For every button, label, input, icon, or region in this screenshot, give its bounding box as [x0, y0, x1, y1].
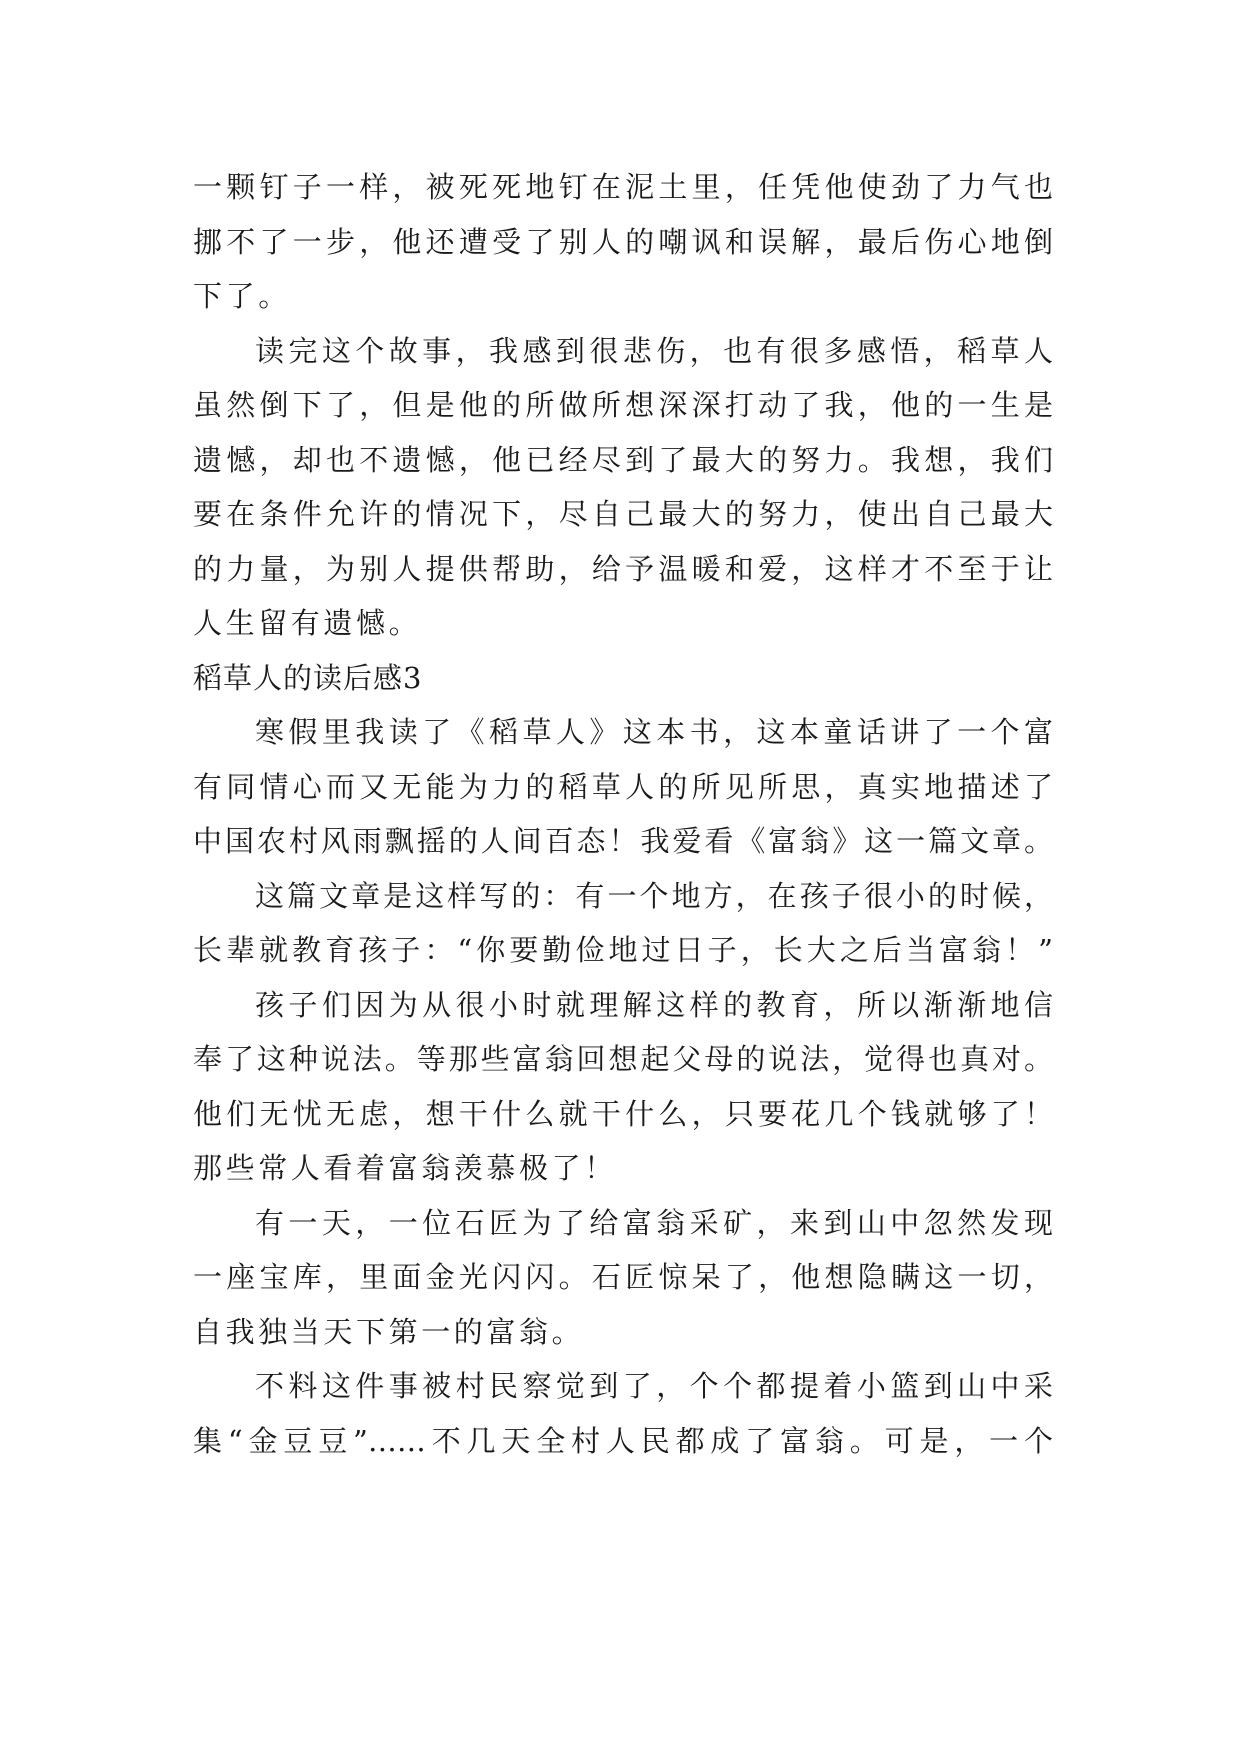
section-paragraph-3: [193, 978, 1053, 1196]
paragraph-line: 这篇文章是这样写的：有一个地方，在孩子很小的时候，: [255, 878, 1053, 913]
paragraph-line: 的力量，为别人提供帮助，给予温暖和爱，这样才不至于让: [193, 551, 1053, 586]
section-paragraph-1: [193, 705, 1053, 869]
paragraph-line: 虽然倒下了，但是他的所做所想深深打动了我，他的一生是: [193, 388, 1053, 422]
paragraph-line: 有同情心而又无能为力的稻草人的所见所思，真实地描述了: [193, 769, 1053, 804]
paragraph-line: 读完这个故事，我感到很悲伤，也有很多感悟，稻草人: [255, 333, 1053, 368]
section-heading: 稻草人的读后感3: [193, 660, 423, 695]
paragraph-line: 不料这件事被村民察觉到了，个个都提着小篮到山中采: [255, 1369, 1053, 1403]
paragraph-line: 挪不了一步，他还遭受了别人的嘲讽和误解，最后伤心地倒: [193, 224, 1053, 259]
paragraph-line: 人生留有遗憾。: [193, 606, 422, 640]
section-paragraph-2: [193, 869, 1053, 978]
paragraph-line: 一颗钉子一样，被死死地钉在泥土里，任凭他使劲了力气也: [193, 170, 1053, 204]
paragraph-line: 自我独当天下第一的富翁。: [193, 1314, 585, 1349]
section-paragraph-4: [193, 1196, 1053, 1360]
paragraph-line: 下了。: [193, 279, 291, 313]
paragraph-1: [193, 160, 1053, 324]
paragraph-line: 那些常人看着富翁羡慕极了！: [193, 1151, 617, 1185]
paragraph-line: 要在条件允许的情况下，尽自己最大的努力，使出自己最大: [193, 497, 1053, 531]
paragraph-line: 奉了这种说法。等那些富翁回想起父母的说法，觉得也真对。: [193, 1042, 1053, 1076]
paragraph-line: 他们无忧无虑，想干什么就干什么，只要花几个钱就够了！: [193, 1096, 1053, 1131]
paragraph-line: 一座宝库，里面金光闪闪。石匠惊呆了，他想隐瞒这一切，: [193, 1260, 1053, 1294]
paragraph-line: 有一天，一位石匠为了给富翁采矿，来到山中忽然发现: [255, 1205, 1053, 1240]
paragraph-line: 中国农村风雨飘摇的人间百态！我爱看《富翁》这一篇文章。: [193, 824, 1053, 858]
paragraph-line: 寒假里我读了《稻草人》这本书，这本童话讲了一个富: [255, 715, 1053, 749]
paragraph-line: 遗憾，却也不遗憾，他已经尽到了最大的努力。我想，我们: [193, 442, 1053, 477]
paragraph-line: 长辈就教育孩子：“你要勤俭地过日子，长大之后当富翁！”: [193, 933, 1053, 967]
paragraph-line: 孩子们因为从很小时就理解这样的教育，所以渐渐地信: [255, 987, 1053, 1022]
section-paragraph-5: [193, 1359, 1053, 1468]
paragraph-line: 集“金豆豆”……不几天全村人民都成了富翁。可是，一个: [193, 1423, 1053, 1458]
document-body: [193, 160, 1053, 1468]
paragraph-2: [193, 324, 1053, 651]
